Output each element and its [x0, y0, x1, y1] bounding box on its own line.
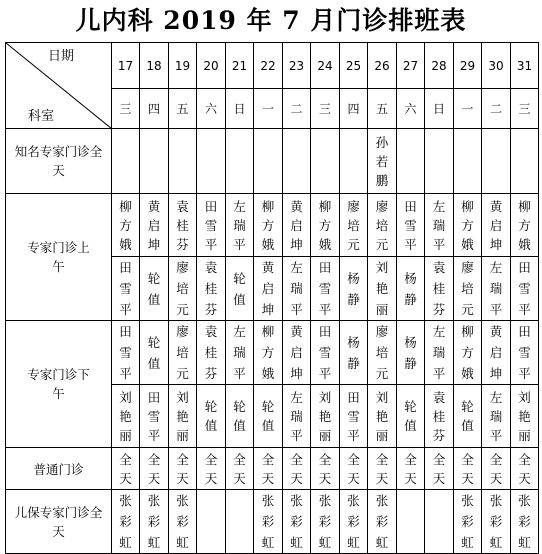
expert-pm-row-1 — [6, 321, 539, 385]
cell-text: 刘艳丽 — [375, 260, 389, 317]
cell-text: 张彩虹 — [147, 493, 161, 550]
schedule-cell — [482, 321, 511, 385]
schedule-cell: 19 — [169, 43, 197, 89]
schedule-cell — [397, 129, 425, 194]
schedule-cell — [254, 194, 283, 257]
cell-text: 左瑞平 — [432, 324, 446, 381]
expert-am-row-1 — [6, 194, 539, 257]
schedule-cell — [226, 385, 254, 448]
schedule-cell — [511, 321, 539, 385]
cell-text: 黄启坤 — [290, 198, 303, 252]
cell-text: 袁桂芬 — [176, 198, 189, 252]
schedule-cell — [283, 321, 311, 385]
schedule-cell — [511, 194, 539, 257]
schedule-cell: 30 — [482, 43, 511, 89]
schedule-cell — [197, 490, 226, 554]
schedule-cell — [454, 490, 482, 554]
cell-text: 轮值 — [261, 399, 275, 433]
schedule-cell — [511, 385, 539, 448]
schedule-cell — [226, 490, 254, 554]
general-row — [6, 448, 539, 490]
cell-text: 田雪平 — [318, 324, 332, 381]
schedule-cell: 日 — [425, 89, 454, 129]
cell-text: 刘艳丽 — [518, 389, 531, 443]
schedule-cell — [340, 448, 368, 490]
schedule-cell — [226, 321, 254, 385]
schedule-cell — [425, 194, 454, 257]
schedule-cell — [482, 194, 511, 257]
schedule-cell — [226, 448, 254, 490]
cell-text: 黄启坤 — [489, 324, 503, 381]
schedule-cell — [197, 257, 226, 321]
schedule-cell: 18 — [140, 43, 169, 89]
cell-text: 全天 — [432, 451, 446, 486]
cell-text: 全天 — [261, 451, 275, 486]
cell-text: 张彩虹 — [119, 493, 132, 550]
schedule-cell: 五 — [169, 89, 197, 129]
schedule-cell — [397, 194, 425, 257]
cell-text: 全天 — [375, 451, 389, 486]
cell-text: 廖培元 — [461, 260, 474, 317]
schedule-cell — [425, 321, 454, 385]
schedule-cell — [368, 321, 397, 385]
schedule-cell: 二 — [283, 89, 311, 129]
schedule-cell — [140, 194, 169, 257]
schedule-cell — [425, 385, 454, 448]
cell-text: 田雪平 — [518, 260, 531, 317]
schedule-cell — [254, 385, 283, 448]
schedule-cell — [397, 321, 425, 385]
schedule-cell — [283, 194, 311, 257]
schedule-cell: 四 — [140, 89, 169, 129]
schedule-cell — [368, 129, 397, 194]
cell-text: 廖培元 — [375, 324, 389, 381]
child-care-row — [6, 490, 539, 554]
cell-text: 全天 — [347, 451, 360, 486]
schedule-cell — [140, 448, 169, 490]
schedule-cell: 29 — [454, 43, 482, 89]
schedule-cell — [197, 448, 226, 490]
header-corner — [6, 43, 112, 129]
cell-text: 廖培元 — [176, 324, 189, 381]
schedule-cell — [454, 129, 482, 194]
cell-text: 全天 — [518, 451, 531, 486]
schedule-cell: 一 — [454, 89, 482, 129]
schedule-cell: 24 — [311, 43, 340, 89]
schedule-cell — [197, 321, 226, 385]
schedule-cell — [169, 448, 197, 490]
schedule-cell — [482, 448, 511, 490]
schedule-cell: 二 — [482, 89, 511, 129]
cell-text: 袁桂芬 — [204, 260, 218, 317]
cell-text: 田雪平 — [347, 389, 360, 443]
schedule-cell — [254, 257, 283, 321]
schedule-cell — [169, 257, 197, 321]
cell-text: 柳方娥 — [461, 198, 474, 252]
cell-text: 轮值 — [404, 399, 417, 433]
cell-text: 左瑞平 — [432, 198, 446, 252]
cell-text: 张彩虹 — [375, 493, 389, 550]
schedule-cell — [340, 194, 368, 257]
schedule-cell — [197, 129, 226, 194]
schedule-cell: 23 — [283, 43, 311, 89]
schedule-cell — [197, 194, 226, 257]
schedule-cell: 26 — [368, 43, 397, 89]
schedule-cell — [311, 194, 340, 257]
schedule-cell — [254, 490, 283, 554]
schedule-cell — [368, 257, 397, 321]
cell-text: 田雪平 — [518, 324, 531, 381]
schedule-cell — [311, 448, 340, 490]
schedule-cell — [254, 448, 283, 490]
row-label-expert-am: 专家门诊上午 — [6, 194, 112, 321]
schedule-cell — [397, 490, 425, 554]
schedule-cell: 三 — [112, 89, 140, 129]
cell-text: 黄启坤 — [261, 260, 275, 317]
cell-text: 刘艳丽 — [375, 389, 389, 443]
cell-text: 张彩虹 — [518, 493, 531, 550]
cell-text: 轮值 — [147, 270, 161, 307]
schedule-cell — [368, 194, 397, 257]
cell-text: 左瑞平 — [489, 260, 503, 317]
row-label-general: 普通门诊 — [6, 448, 112, 490]
schedule-cell — [368, 490, 397, 554]
schedule-cell — [425, 490, 454, 554]
schedule-cell — [169, 321, 197, 385]
schedule-cell — [368, 385, 397, 448]
schedule-cell — [454, 321, 482, 385]
cell-text: 张彩虹 — [489, 493, 503, 550]
cell-text: 孙若鹏 — [375, 134, 389, 188]
schedule-cell — [112, 257, 140, 321]
schedule-cell — [140, 257, 169, 321]
schedule-cell — [112, 385, 140, 448]
schedule-cell: 28 — [425, 43, 454, 89]
schedule-cell: 六 — [397, 89, 425, 129]
schedule-cell — [511, 448, 539, 490]
cell-text: 杨静 — [404, 270, 417, 307]
schedule-cell — [454, 385, 482, 448]
schedule-cell — [311, 490, 340, 554]
schedule-cell: 五 — [368, 89, 397, 129]
cell-text: 轮值 — [233, 270, 246, 307]
cell-text: 田雪平 — [147, 389, 161, 443]
cell-text: 田雪平 — [318, 260, 332, 317]
schedule-cell: 20 — [197, 43, 226, 89]
schedule-table — [5, 42, 539, 554]
schedule-cell — [112, 194, 140, 257]
cell-text: 廖培元 — [347, 198, 360, 252]
schedule-cell — [311, 385, 340, 448]
schedule-cell — [169, 194, 197, 257]
cell-text: 全天 — [489, 451, 503, 486]
schedule-cell: 三 — [511, 89, 539, 129]
cell-text: 田雪平 — [119, 324, 132, 381]
schedule-cell: 21 — [226, 43, 254, 89]
schedule-cell — [283, 490, 311, 554]
schedule-cell — [340, 257, 368, 321]
schedule-cell — [482, 129, 511, 194]
schedule-cell — [311, 257, 340, 321]
schedule-cell — [140, 129, 169, 194]
cell-text: 全天 — [119, 451, 132, 486]
schedule-cell — [169, 129, 197, 194]
date-header-label: 日期 — [48, 49, 75, 64]
schedule-cell — [254, 129, 283, 194]
schedule-cell — [112, 129, 140, 194]
cell-text: 全天 — [233, 451, 246, 486]
cell-text: 柳方娥 — [261, 198, 275, 252]
schedule-cell — [397, 448, 425, 490]
page-title: 儿内科 2019 年 7 月门诊排班表 — [75, 6, 467, 35]
cell-text: 左瑞平 — [290, 260, 303, 317]
schedule-cell — [254, 321, 283, 385]
schedule-cell — [140, 385, 169, 448]
schedule-cell: 日 — [226, 89, 254, 129]
cell-text: 张彩虹 — [176, 493, 189, 550]
cell-text: 廖培元 — [375, 198, 389, 252]
schedule-cell — [340, 490, 368, 554]
cell-text: 袁桂芬 — [432, 389, 446, 443]
schedule-cell — [112, 448, 140, 490]
schedule-cell — [283, 385, 311, 448]
schedule-cell — [283, 129, 311, 194]
schedule-cell — [340, 321, 368, 385]
cell-text: 全天 — [147, 451, 161, 486]
cell-text: 张彩虹 — [261, 493, 275, 550]
schedule-cell: 25 — [340, 43, 368, 89]
cell-text: 左瑞平 — [489, 389, 503, 443]
cell-text: 杨静 — [404, 334, 417, 371]
cell-text: 柳方娥 — [318, 198, 332, 252]
schedule-cell — [340, 385, 368, 448]
schedule-cell — [226, 257, 254, 321]
schedule-cell — [112, 321, 140, 385]
row-label-famous: 知名专家门诊全天 — [6, 129, 112, 194]
row-label-expert-pm: 专家门诊下午 — [6, 321, 112, 448]
cell-text: 张彩虹 — [290, 493, 303, 550]
schedule-cell — [397, 385, 425, 448]
schedule-cell — [169, 490, 197, 554]
schedule-cell — [283, 448, 311, 490]
schedule-cell: 一 — [254, 89, 283, 129]
cell-text: 全天 — [404, 451, 417, 486]
schedule-cell — [482, 257, 511, 321]
schedule-cell: 17 — [112, 43, 140, 89]
schedule-cell: 31 — [511, 43, 539, 89]
cell-text: 轮值 — [461, 399, 474, 433]
schedule-cell: 六 — [197, 89, 226, 129]
schedule-cell — [511, 257, 539, 321]
schedule-cell: 22 — [254, 43, 283, 89]
schedule-cell — [454, 257, 482, 321]
schedule-cell — [425, 129, 454, 194]
cell-text: 黄启坤 — [147, 198, 161, 252]
schedule-cell: 三 — [311, 89, 340, 129]
famous-expert-row — [6, 129, 539, 194]
cell-text: 全天 — [176, 451, 189, 486]
schedule-cell: 四 — [340, 89, 368, 129]
cell-text: 柳方娥 — [518, 198, 531, 252]
cell-text: 刘艳丽 — [119, 389, 132, 443]
cell-text: 张彩虹 — [347, 493, 360, 550]
cell-text: 田雪平 — [119, 260, 132, 317]
schedule-cell — [454, 448, 482, 490]
cell-text: 左瑞平 — [233, 324, 246, 381]
schedule-cell — [197, 385, 226, 448]
cell-text: 刘艳丽 — [318, 389, 332, 443]
schedule-cell — [511, 490, 539, 554]
schedule-cell — [454, 194, 482, 257]
cell-text: 全天 — [290, 451, 303, 486]
dept-header-label: 科室 — [28, 109, 55, 124]
schedule-cell — [425, 257, 454, 321]
cell-text: 左瑞平 — [290, 389, 303, 443]
cell-text: 柳方娥 — [119, 198, 132, 252]
cell-text: 廖培元 — [176, 260, 189, 317]
schedule-cell — [112, 490, 140, 554]
cell-text: 黄启坤 — [290, 324, 303, 381]
schedule-cell — [283, 257, 311, 321]
schedule-cell — [311, 129, 340, 194]
row-label-child-care: 儿保专家门诊全天 — [6, 490, 112, 554]
schedule-cell — [169, 385, 197, 448]
cell-text: 轮值 — [204, 399, 218, 433]
cell-text: 全天 — [318, 451, 332, 486]
schedule-cell: 27 — [397, 43, 425, 89]
schedule-cell — [482, 490, 511, 554]
schedule-cell — [140, 490, 169, 554]
cell-text: 张彩虹 — [318, 493, 332, 550]
schedule-cell — [311, 321, 340, 385]
schedule-cell — [340, 129, 368, 194]
schedule-cell — [397, 257, 425, 321]
schedule-cell — [425, 448, 454, 490]
schedule-cell — [226, 129, 254, 194]
cell-text: 杨静 — [347, 334, 360, 371]
cell-text: 刘艳丽 — [176, 389, 189, 443]
cell-text: 全天 — [204, 451, 218, 486]
schedule-cell — [140, 321, 169, 385]
schedule-cell — [482, 385, 511, 448]
cell-text: 张彩虹 — [461, 493, 474, 550]
cell-text: 袁桂芬 — [432, 260, 446, 317]
cell-text: 田雪平 — [404, 198, 417, 252]
cell-text: 全天 — [461, 451, 474, 486]
cell-text: 轮值 — [147, 334, 161, 371]
cell-text: 杨静 — [347, 270, 360, 307]
cell-text: 田雪平 — [204, 198, 218, 252]
cell-text: 黄启坤 — [489, 198, 503, 252]
cell-text: 左瑞平 — [233, 198, 246, 252]
cell-text: 柳方娥 — [461, 324, 474, 381]
schedule-cell — [368, 448, 397, 490]
cell-text: 袁桂芬 — [204, 324, 218, 381]
date-row — [6, 43, 539, 89]
schedule-cell — [511, 129, 539, 194]
cell-text: 轮值 — [233, 399, 246, 433]
cell-text: 柳方娥 — [261, 324, 275, 381]
schedule-cell — [226, 194, 254, 257]
